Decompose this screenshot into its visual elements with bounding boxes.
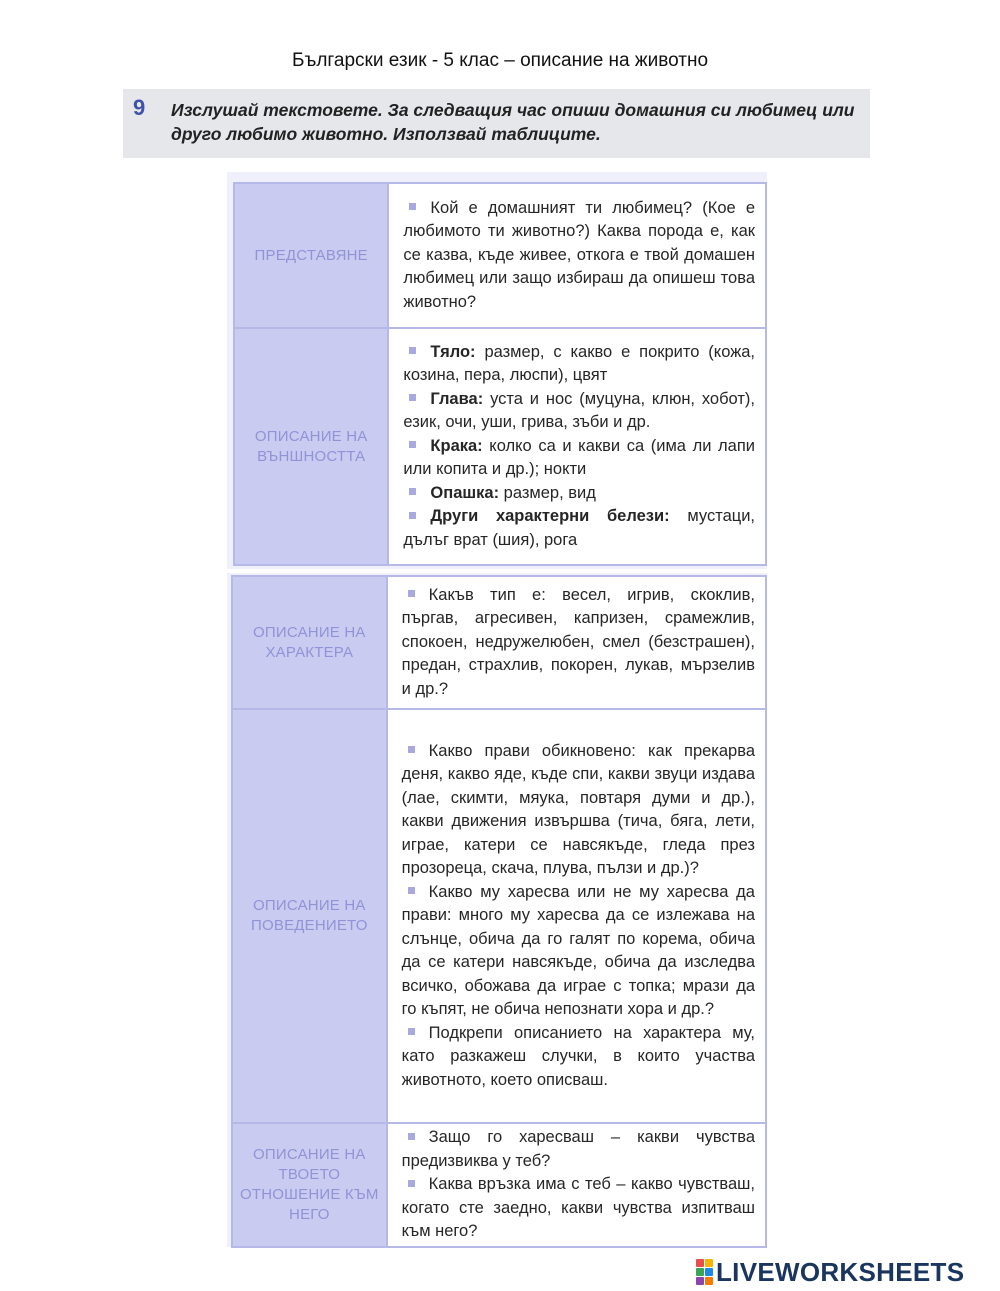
bullet-square-icon: [408, 887, 415, 894]
bullet-item: [403, 435, 755, 482]
task-instruction: Изслушай текстовете. За следващия час опиши домашния си любимец или друго любимо животно. Използвай таблиците.: [171, 100, 855, 144]
table-row: [232, 576, 766, 709]
bullet-square-icon: [408, 1133, 415, 1140]
bullet-square-icon: [409, 488, 416, 495]
bullet-item: [402, 1022, 755, 1093]
liveworksheets-logo: [696, 1256, 964, 1288]
guide-table-2: [231, 575, 767, 1248]
table-block-1: [227, 172, 767, 569]
bullet-square-icon: [408, 746, 415, 753]
bullet-term: Други характерни белези:: [430, 507, 670, 526]
bullet-square-icon: [408, 590, 415, 597]
bullet-item: [403, 482, 755, 506]
bullet-item: [402, 740, 755, 881]
bullet-text: Какво му харесва или не му харесва да прави: много му харесва да се излежава на слънце, обича да го галят по корема, обича да се катери навсякъде, обича да изследва всичко, обожава да играе с топка; мрази да го къпят, не обича непознати хора и др.?: [401, 882, 755, 1019]
table-row: [234, 328, 766, 565]
bullet-text: Каква връзка има с теб – какво чувстваш, когато сте заедно, какви чувства изпитваш към него?: [401, 1175, 755, 1241]
bullet-square-icon: [409, 347, 416, 354]
bullet-term: Крака:: [430, 436, 483, 455]
bullet-text: размер, вид: [499, 483, 596, 502]
row-label: ОПИСАНИЕ НА ТВОЕТО ОТНОШЕНИЕ КЪМ НЕГО: [232, 1123, 387, 1247]
bullet-term: Опашка:: [430, 483, 500, 502]
bullet-item: [402, 584, 755, 702]
bullet-text: размер, с какво е покрито (кожа, козина, пера, люспи), цвят: [403, 342, 755, 385]
row-content: [387, 709, 766, 1123]
row-label: ОПИСАНИЕ НА ВЪНШНОСТТА: [234, 328, 388, 565]
task-number: 9: [133, 95, 146, 120]
task-banner: [123, 89, 870, 158]
row-label: ПРЕДСТАВЯНЕ: [234, 183, 388, 328]
row-content: [387, 1123, 766, 1247]
table-block-2: [227, 573, 767, 1247]
bullet-term: Глава:: [430, 389, 484, 408]
bullet-item: [402, 1126, 755, 1173]
row-label: ОПИСАНИЕ НА ХАРАКТЕРА: [232, 576, 387, 709]
table-row: [232, 1123, 766, 1247]
bullet-text: мустаци, дълъг врат (шия), рога: [403, 507, 756, 549]
bullet-text: Какво прави обикновено: как прекарва деня, какво яде, къде спи, какви звуци издава (лае, скимти, мяука, повтаря думи и др.), какви движения извършва (тича, бяга, лети, играе, катери се навсякъде, гледа през прозореца, скача, плува, пълзи и др.)?: [401, 741, 755, 878]
page-title: Български език - 5 клас – описание на животно: [291, 50, 709, 71]
bullet-text: Подкрепи описанието на характера му, като разкажеш случки, в които участва животното, което описваш.: [401, 1023, 755, 1089]
bullet-item: [403, 197, 755, 315]
logo-text: LIVEWORKSHEETS: [716, 1256, 965, 1287]
bullet-square-icon: [409, 203, 416, 210]
bullet-item: [403, 505, 755, 552]
row-content: [387, 576, 766, 709]
bullet-square-icon: [408, 1028, 415, 1035]
bullet-square-icon: [409, 441, 416, 448]
row-content: [388, 328, 766, 565]
bullet-item: [403, 341, 755, 388]
bullet-item: [403, 388, 755, 435]
row-content: [388, 183, 766, 328]
bullet-item: [402, 881, 755, 1022]
bullet-text: Защо го харесваш – какви чувства предизвиква у теб?: [401, 1128, 755, 1170]
bullet-square-icon: [408, 1180, 415, 1187]
logo-blocks-icon: [696, 1259, 713, 1285]
bullet-term: Тяло:: [430, 342, 476, 361]
bullet-square-icon: [409, 512, 416, 519]
bullet-square-icon: [409, 394, 416, 401]
bullet-text: Кой е домашният ти любимец? (Кое е любимото ти животно?) Каква порода е, как се казва, къде живее, откога е твой домашен любимец или защо избираш да опишеш това животно?: [403, 198, 755, 311]
table-row: [234, 183, 766, 328]
bullet-text: колко са и какви са (има ли лапи или копита и др.); нокти: [403, 436, 755, 479]
bullet-text: уста и нос (муцуна, клюн, хобот), език, очи, уши, грива, зъби и др.: [403, 389, 755, 432]
table-row: [232, 709, 766, 1123]
bullet-item: [402, 1173, 755, 1244]
guide-table-1: [233, 182, 767, 566]
bullet-text: Какъв тип е: весел, игрив, скоклив, пъргав, агресивен, капризен, срамежлив, спокоен, недружелюбен, смел (безстрашен), предан, страхлив, покорен, лукав, мързелив и др.?: [401, 585, 755, 698]
row-label: ОПИСАНИЕ НА ПОВЕДЕНИЕТО: [232, 709, 387, 1123]
